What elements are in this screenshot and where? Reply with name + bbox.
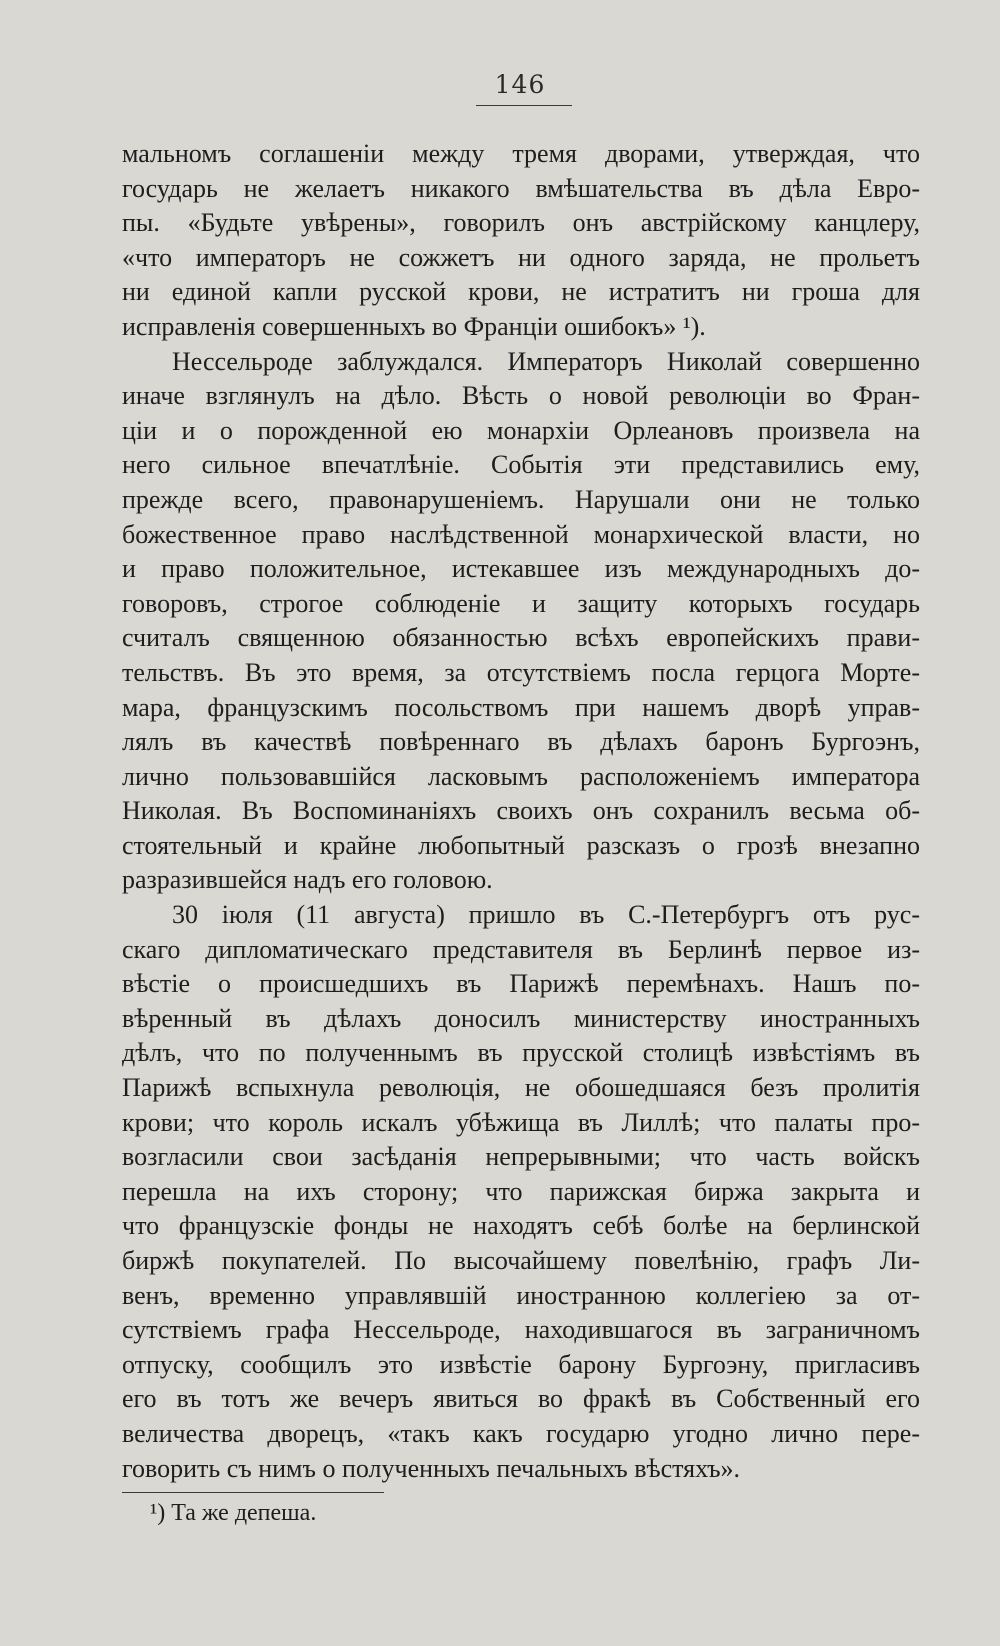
text-line: стоятельный и крайне любопытный разсказъ о грозѣ внезапно [122,830,920,860]
text-line: скаго дипломатическаго представителя въ Берлинѣ первое из- [122,934,920,964]
text-line: вѣстіе о происшедшихъ въ Парижѣ перемѣнахъ. Нашъ по- [122,969,920,999]
text-line: него сильное впечатлѣніе. Событія эти представились ему, [122,450,920,480]
text-line: мальномъ соглашеніи между тремя дворами, утверждая, что [122,139,920,168]
text-line: говорить съ нимъ о полученныхъ печальныхъ вѣстяхъ». [122,1453,741,1483]
text-line: отпуску, сообщилъ это извѣстіе барону Бургоэну, пригласивъ [122,1349,920,1379]
text-line: сутствіемъ графа Нессельроде, находившагося въ заграничномъ [122,1315,920,1345]
body-text [122,137,920,1486]
text-line: считалъ священною обязанностью всѣхъ европейскихъ прави- [122,623,920,653]
text-line: его въ тотъ же вечеръ явиться во фракѣ въ Собственный его [122,1384,920,1414]
text-line: государь не желаетъ никакого вмѣшательства въ дѣла Евро- [122,173,920,203]
text-line: говоровъ, строгое соблюденіе и защиту которыхъ государь [122,588,920,618]
text-line: божественное право наслѣдственной монархической власти, но [122,519,920,549]
text-line: лично пользовавшійся ласковымъ расположеніемъ императора [122,761,920,791]
footnote: ¹) Та же депеша. [150,1500,317,1526]
text-line: вѣренный въ дѣлахъ доносилъ министерству иностранныхъ [122,1003,920,1033]
text-line: иначе взглянулъ на дѣло. Вѣсть о новой революціи во Фран- [122,381,920,411]
text-line: биржѣ покупателей. По высочайшему повелѣнію, графъ Ли- [122,1246,920,1275]
text-line: мара, французскимъ посольствомъ при нашемъ дворѣ управ- [122,692,920,722]
text-line: 30 іюля (11 августа) пришло въ С.-Петербургъ отъ рус- [172,900,920,930]
text-line: венъ, временно управлявшій иностранною коллегіею за от- [122,1280,920,1310]
text-line: исправленія совершенныхъ во Франціи ошибокъ» ¹). [122,311,706,341]
text-line: перешла на ихъ сторону; что парижская биржа закрыта и [122,1176,920,1206]
text-line: дѣлъ, что по полученнымъ въ прусской столицѣ извѣстіямъ въ [122,1038,920,1068]
text-line: ни единой капли русской крови, не истратитъ ни гроша для [122,277,920,307]
text-line: и право положительное, истекавшее изъ международныхъ до- [122,554,920,584]
text-line: «что императоръ не сожжетъ ни одного заряда, не прольетъ [122,242,920,272]
text-line: Нессельроде заблуждался. Императоръ Николай совершенно [172,346,920,376]
text-line: пы. «Будьте увѣрены», говорилъ онъ австрійскому канцлеру, [122,208,920,238]
header-rule [476,105,572,106]
text-line: Николая. Въ Воспоминаніяхъ своихъ онъ сохранилъ весьма об- [122,796,920,826]
text-line: величества дворецъ, «такъ какъ государю угодно лично пере- [122,1418,920,1448]
text-line: что французскіе фонды не находятъ себѣ болѣе на берлинской [122,1211,920,1241]
text-line: возгласили свои засѣданія непрерывными; что часть войскъ [122,1142,920,1172]
footnote-rule [122,1492,384,1493]
text-line: крови; что король искалъ убѣжища въ Лиллѣ; что палаты про- [122,1107,920,1137]
text-line: ціи и о порожденной ею монархіи Орлеановъ произвела на [122,415,920,445]
text-line: прежде всего, правонарушеніемъ. Нарушали они не только [122,484,920,514]
text-line: тельствъ. Въ это время, за отсутствіемъ посла герцога Морте- [122,657,920,687]
text-line: разразившейся надъ его головою. [122,865,493,895]
page-number: 146 [494,70,546,99]
text-line: лялъ въ качествѣ повѣреннаго въ дѣлахъ баронъ Бургоэнъ, [122,727,920,757]
text-line: Парижѣ вспыхнула революція, не обошедшаяся безъ пролитія [122,1073,920,1103]
